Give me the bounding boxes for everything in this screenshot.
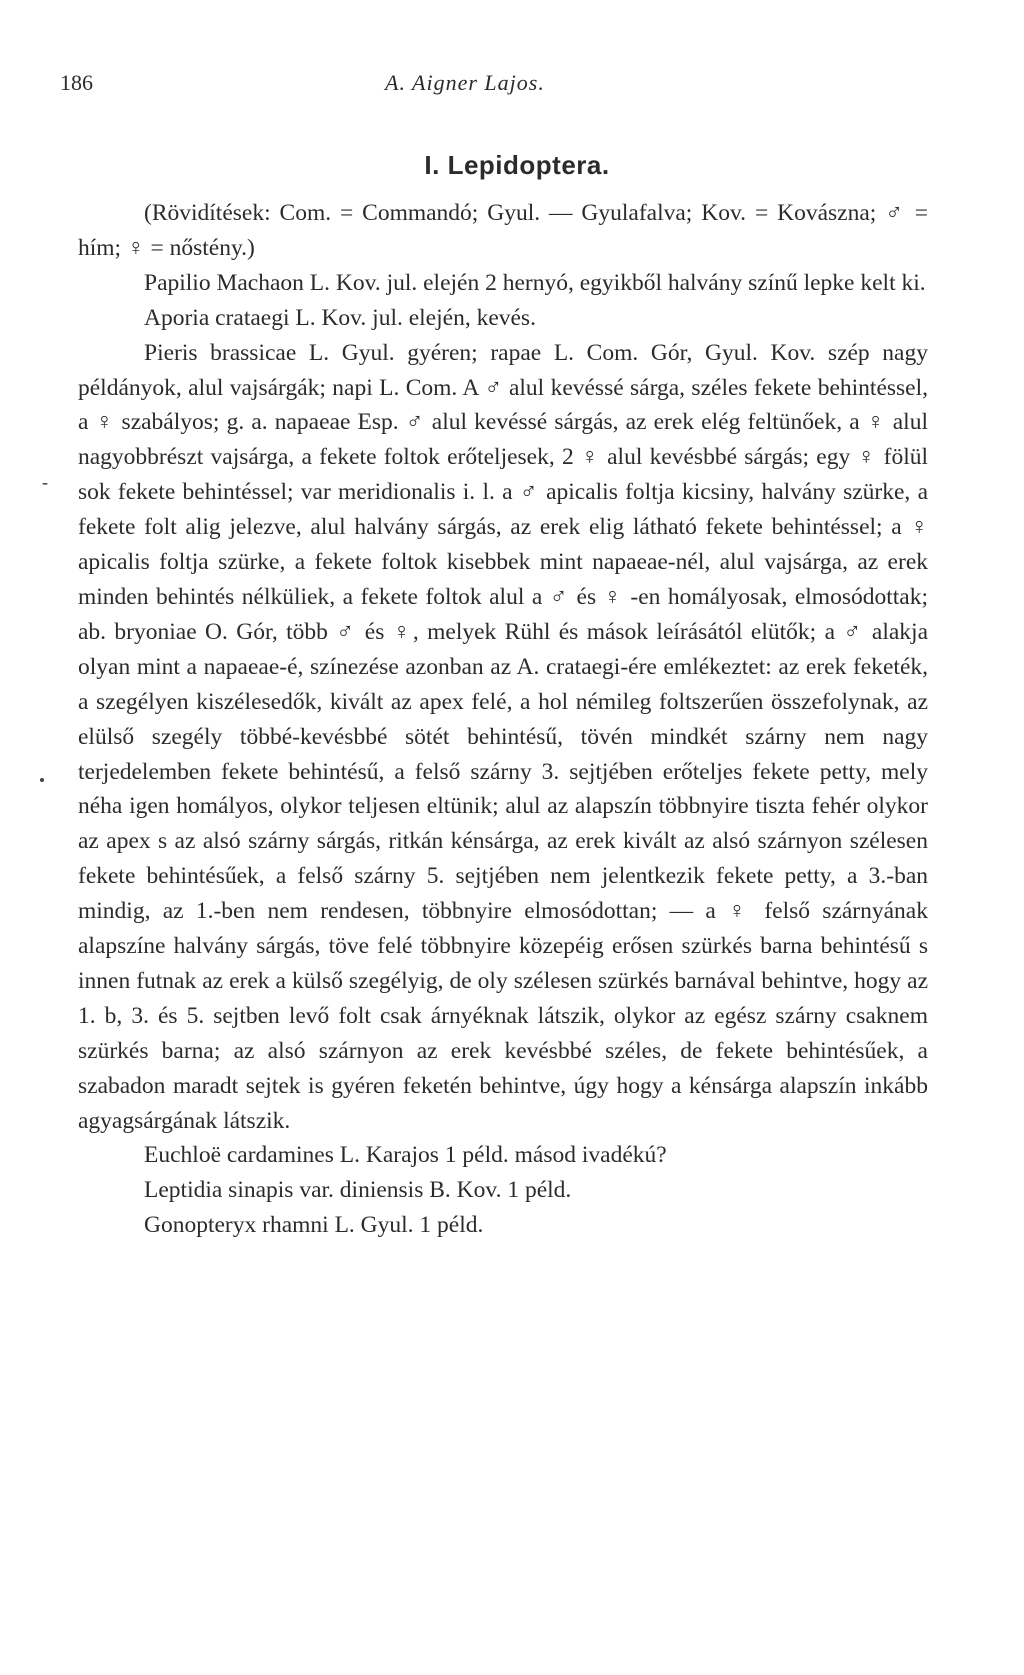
species-entry-aporia: Aporia crataegi L. Kov. jul. elején, kevés. — [144, 304, 536, 331]
page-header — [60, 70, 980, 100]
species-entry-gonopteryx: Gonopteryx rhamni L. Gyul. 1 péld. — [144, 1212, 484, 1239]
species-entry-leptidia: Leptidia sinapis var. diniensis B. Kov. 1 péld. — [144, 1177, 572, 1204]
running-head: A. Aigner Lajos. — [385, 70, 545, 95]
margin-mark: - — [42, 472, 48, 492]
section-title: I. Lepidoptera. — [424, 150, 610, 180]
page-number: 186 — [60, 70, 93, 95]
margin-dot — [40, 778, 44, 782]
abbreviations-paragraph: (Rövidítések: Com. = Commandó; Gyul. — Gyulafalva; Kov. = Kovászna; ♂ = hím; ♀ = nőstény.) — [78, 200, 928, 261]
species-entry-pieris: Pieris brassicae L. Gyul. gyéren; rapae L. Com. Gór, Gyul. Kov. szép nagy példányok, alul vajsárgák; napi L. Com. A ♂ alul kevéssé sárga, széles fekete behintéssel, a ♀ szabályos; g. a. napaeae Esp. ♂ alul kevéssé sárgás, az erek elég feltünőek, a ♀ alul nagyobbrészt vajsárga, a fekete foltok erőteljesek, 2 ♀ alul kevésbbé sárgás; egy ♀ fölül sok fekete behintéssel; var meridionalis i. l. a ♂ apicalis foltja kicsiny, halvány szürke, a fekete folt alig jelezve, alul halvány sárgás, az erek elig látható fekete behintéssel; a ♀ apicalis foltja szürke, a fekete foltok kisebbek mint napaeae-nél, alul vajsárga, az erek minden behintés nélküliek, a fekete foltok alul a ♂ és ♀ -en homályosak, elmosódottak; ab. bryoniae O. Gór, több ♂ és ♀, melyek Rühl és mások leírásától elütők; a ♂ alakja olyan mint a napaeae-é, színezése azonban az A. crataegi-ére emlékeztet: az erek feketék, a szegélyen kiszélesedők, kivált az apex felé, a hol némileg foltszerűen összefolynak, az elülső szegély többé-kevésbbé sötét behintésű, tövén mindkét szárny nem nagy terjedelemben fekete behintésű, a felső szárny 3. sejtjében erőteljes fekete petty, mely néha igen homályos, olykor teljesen eltünik; alul az alapszín többnyire tiszta fehér olykor az apex s az alsó szárny sárgás, ritkán kénsárga, az erek kivált az alsó szárnyon szélesen fekete behintésűek, a felső szárny 5. sejtjében nem jelentkezik fekete petty, a 3.-ban mindig, az 1.-ben nem rendesen, többnyire elmosódottan; — a ♀ felső szárnyának alapszíne halvány sárgás, töve felé többnyire közepéig erősen szürkés barna behintésű s innen futnak az erek a külső szegélyig, de oly szélesen szürkés barnával behintve, hogy az 1. b, 3. és 5. sejtben levő folt csak árnyéknak látszik, olykor az egész szárny csaknem szürkés barna; az alsó szárnyon az erek kevésbbé széles, de fekete behintésűek, a szabadon maradt sejtek is gyéren feketén behintve, úgy hogy a kénsárga alapszín inkább agyagsárgának látszik. — [78, 339, 928, 1134]
species-entry-papilio: Papilio Machaon L. Kov. jul. elején 2 hernyó, egyikből halvány színű lepke kelt ki. — [144, 269, 926, 296]
body-text — [78, 196, 928, 1243]
species-entry-euchloe: Euchloë cardamines L. Karajos 1 péld. másod ivadékú? — [144, 1142, 667, 1169]
